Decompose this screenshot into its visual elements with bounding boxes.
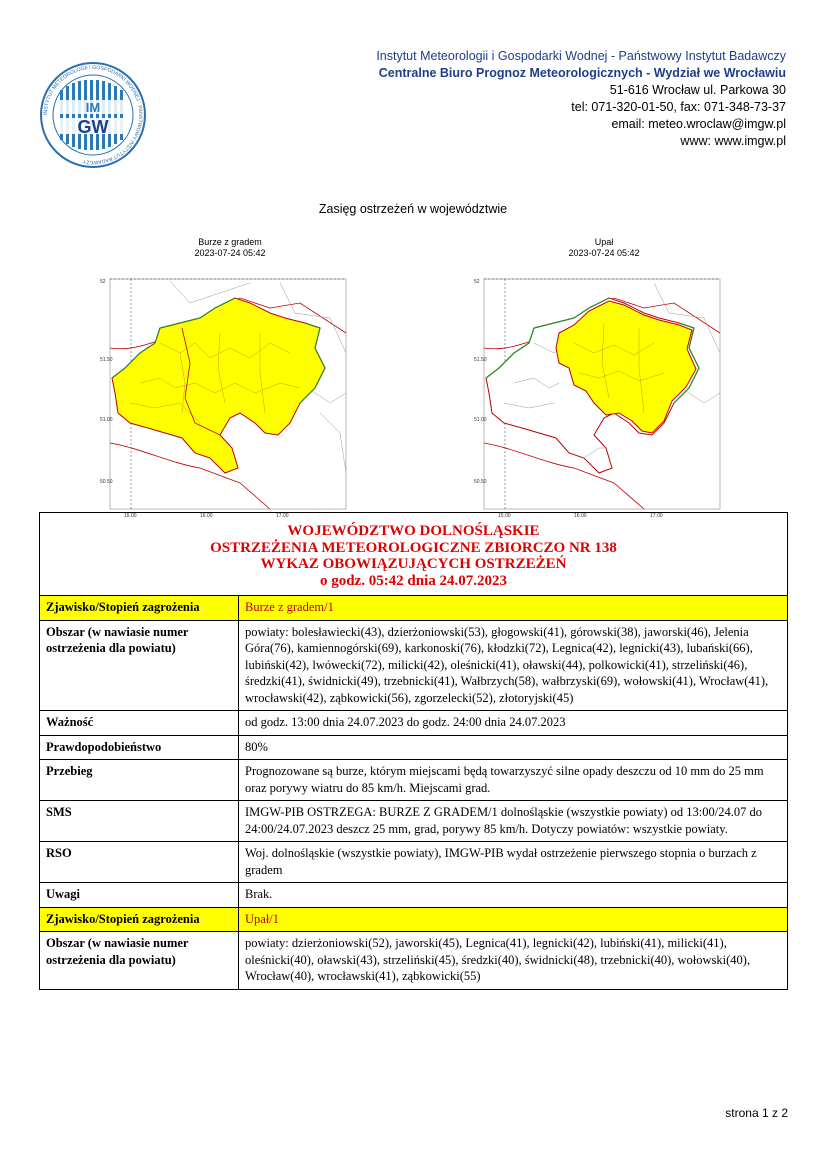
map-heat-svg (474, 273, 724, 523)
table-row (40, 907, 788, 932)
svg-text:15.00: 15.00 (498, 513, 511, 519)
validity-value: od godz. 13:00 dnia 24.07.2023 do godz. 24:00 dnia 24.07.2023 (239, 711, 788, 736)
map-storms-hail (100, 237, 360, 523)
area-value: powiaty: dzierżoniowski(52), jaworski(45), Legnica(41), legnicki(42), lubiński(41), milicki(41), oleśnicki(40), oławski(43), strzeliński(45), średzki(40), świdnicki(48), trzebnicki(40), wołowski(40), Wrocław(40), wrocławski(41), ząbkowicki(55) (239, 932, 788, 990)
notes-value: Brak. (239, 883, 788, 908)
table-row (40, 801, 788, 842)
map-title: Upał (594, 237, 614, 247)
course-label: Przebieg (40, 760, 239, 801)
header-phone: tel: 071-320-01-50, fax: 071-348-73-37 (571, 100, 786, 114)
imgw-logo (38, 60, 148, 170)
area-label: Obszar (w nawiasie numer ostrzeżenia dla powiatu) (40, 932, 239, 990)
map-date: 2023-07-24 05:42 (568, 248, 640, 258)
notes-label: Uwagi (40, 883, 239, 908)
svg-text:IM: IM (85, 100, 101, 115)
map-storms-svg (100, 273, 350, 523)
phenomenon-value: Upał/1 (239, 907, 788, 932)
table-row (40, 711, 788, 736)
map-date: 2023-07-24 05:42 (194, 248, 266, 258)
title-time: o godz. 05:42 dnia 24.07.2023 (319, 572, 508, 589)
sms-value: IMGW-PIB OSTRZEGA: BURZE Z GRADEM/1 dolnośląskie (wszystkie powiaty) od 13:00/24.07 do 24:00/24.07.2023 deszcz 25 mm, grad, porywy 85 km/h. Dotyczy powiatów: wszystkie powiaty. (239, 801, 788, 842)
table-row (40, 932, 788, 990)
table-row (40, 842, 788, 883)
svg-text:17.00: 17.00 (276, 513, 289, 519)
course-value: Prognozowane są burze, którym miejscami będą towarzyszyć silne opady deszczu od 10 mm do 25 mm oraz porywy wiatru do 85 km/h. Miejscami grad. (239, 760, 788, 801)
svg-text:51.00: 51.00 (100, 417, 113, 423)
institution-header (376, 48, 786, 150)
svg-text:15.00: 15.00 (124, 513, 137, 519)
table-row (40, 883, 788, 908)
svg-text:50.50: 50.50 (100, 479, 113, 485)
phenomenon-value: Burze z gradem/1 (239, 596, 788, 621)
svg-text:INSTYTUT METEOROLOGII I GOSPOD: INSTYTUT METEOROLOGII I GOSPODARKI WODNEJ · PAŃSTWOWY INSTYTUT BADAWCZY (42, 64, 144, 166)
title-warnings: OSTRZEŻENIA METEOROLOGICZNE ZBIORCZO NR 138 (210, 539, 617, 556)
rso-value: Woj. dolnośląskie (wszystkie powiaty), IMGW-PIB wydał ostrzeżenie pierwszego stopnia o burzach z gradem (239, 842, 788, 883)
area-value: powiaty: bolesławiecki(43), dzierżoniowski(53), głogowski(41), górowski(38), jaworski(46), Jelenia Góra(76), kamiennogórski(69), karkonoski(76), kłodzki(72), Legnica(42), legnicki(43), lubański(66), lubiński(42), lwówecki(72), milicki(42), oleśnicki(41), oławski(44), polkowicki(41), strzeliński(46), średzki(41), świdnicki(49), trzebnicki(41), Wałbrzych(58), wałbrzyski(69), wołowski(41), Wrocław(41), wrocławski(42), ząbkowicki(56), zgorzelecki(52), złotoryjski(45) (239, 620, 788, 711)
svg-text:16.00: 16.00 (574, 513, 587, 519)
warnings-table (39, 512, 788, 990)
map-title: Burze z gradem (198, 237, 262, 247)
svg-text:52: 52 (100, 279, 106, 285)
svg-text:51.50: 51.50 (474, 357, 487, 363)
header-email[interactable]: email: meteo.wroclaw@imgw.pl (611, 117, 786, 131)
title-voivodeship: WOJEWÓDZTWO DOLNOŚLĄSKIE (287, 523, 540, 539)
page-number: strona 1 z 2 (725, 1106, 788, 1120)
area-label: Obszar (w nawiasie numer ostrzeżenia dla powiatu) (40, 620, 239, 711)
phenomenon-label: Zjawisko/Stopień zagrożenia (40, 907, 239, 932)
map-heat (474, 237, 734, 523)
rso-label: RSO (40, 842, 239, 883)
svg-text:52: 52 (474, 279, 480, 285)
svg-text:GW: GW (77, 117, 109, 137)
probability-label: Prawdopodobieństwo (40, 735, 239, 760)
map-warning-area (112, 298, 325, 473)
table-row (40, 596, 788, 621)
header-www[interactable]: www: www.imgw.pl (680, 134, 786, 148)
maps-title: Zasięg ostrzeżeń w województwie (318, 202, 508, 216)
sms-label: SMS (40, 801, 239, 842)
table-row (40, 620, 788, 711)
probability-value: 80% (239, 735, 788, 760)
svg-text:51.00: 51.00 (474, 417, 487, 423)
header-office: Centralne Biuro Prognoz Meteorologicznych - Wydział we Wrocławiu (378, 66, 786, 80)
title-list: WYKAZ OBOWIĄZUJĄCYCH OSTRZEŻEŃ (260, 556, 567, 572)
table-title-row (40, 513, 788, 596)
svg-text:50.50: 50.50 (474, 479, 487, 485)
svg-text:17.00: 17.00 (650, 513, 663, 519)
table-row (40, 735, 788, 760)
table-row (40, 760, 788, 801)
validity-label: Ważność (40, 711, 239, 736)
svg-text:51.50: 51.50 (100, 357, 113, 363)
svg-text:16.00: 16.00 (200, 513, 213, 519)
phenomenon-label: Zjawisko/Stopień zagrożenia (40, 596, 239, 621)
table-title (40, 513, 788, 596)
header-address: 51-616 Wrocław ul. Parkowa 30 (609, 83, 786, 97)
header-institute: Instytut Meteorologii i Gospodarki Wodnej - Państwowy Instytut Badawczy (376, 49, 786, 63)
